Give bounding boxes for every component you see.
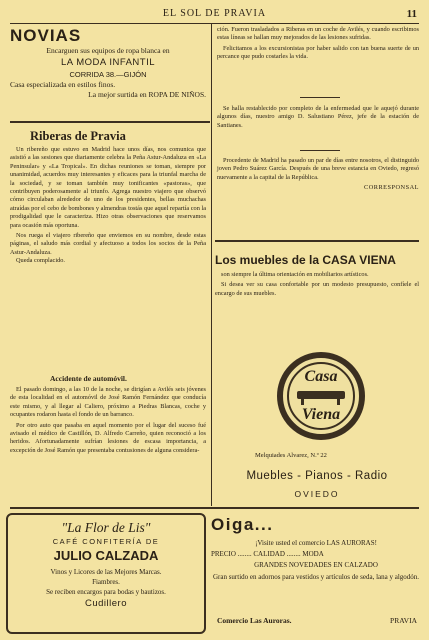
oiga-line1: ¡Visite usted el comercio LAS AURORAS!	[255, 539, 377, 547]
right-column-news	[217, 26, 419, 62]
masthead: EL SOL DE PRAVIA	[162, 8, 267, 19]
right-p2: Felicitamos a los excursionistas por haber salido con tan buena suerte de un percance que pudo costarles la vida.	[217, 44, 419, 61]
accidente-title: Accidente de automóvil.	[50, 374, 127, 383]
oiga-line4: Gran surtido en adornos para vestidos y artículos de seda, lana y algodón.	[212, 573, 420, 581]
piano-leg-icon	[337, 399, 340, 405]
right-column-news-3	[217, 157, 419, 193]
column-divider	[211, 24, 212, 506]
header-rule	[10, 23, 419, 24]
logo-casa-text: Casa	[304, 368, 338, 385]
viena-top-rule	[215, 240, 419, 242]
oiga-title: Oiga...	[211, 515, 274, 534]
novias-line1: Encarguen sus equipos de ropa blanca en	[46, 46, 170, 55]
accidente-p1: El pasado domingo, a las 10 de la noche, se dirigían a Avilés seis jóvenes de esta localidad en el automóvil de José Ramón Fernández que conducía este mismo, y al llegar al Caliero, próximo a Piedras Blancas, coche y ocupantes rodaron hasta el fondo de un barranco.	[10, 386, 206, 419]
riberas-p1: Un ribereño que estuvo en Madrid hace unos días, nos comunica que asistió a las sesiones que diariamente celebra la Peña Astur-Andaluza en «La Peninsular» y «La Tropical». En dichas reuniones se toman, siempre por unanimidad, acuerdos muy interesantes y eficaces para la triunfal marcha de la sociedad, y se toman también muy tonificantes «pastoras», que contribuyen poderosamente al triunfo. Agrega nuestro viajero que observó cómo circulaban alrededor de uno de los presidentes, bellas muchachas atraídas por el cebo de bombones y almendras tostás que aquel repartía con la prodigalidad que le caracteriza. Hizo otras observaciones que reservamos para ocasión más oportuna.	[10, 146, 206, 229]
novias-line4: Casa especializada en estilos finos.	[10, 80, 116, 89]
oiga-line2: PRECIO ........ CALIDAD ........ MODA	[211, 550, 324, 558]
casa-viena-ad	[215, 252, 419, 298]
flor-owner: JULIO CALZADA	[53, 548, 159, 563]
riberas-article	[10, 128, 206, 266]
viena-city: OVIEDO	[294, 489, 340, 499]
piano-icon	[297, 391, 345, 399]
oiga-footer	[211, 616, 421, 625]
flor-title: "La Flor de Lis"	[61, 520, 151, 535]
logo-viena-text: Viena	[301, 406, 341, 423]
short-rule-2	[300, 150, 340, 151]
casa-viena-logo	[277, 352, 365, 440]
right-column-news-2	[217, 105, 419, 130]
flor-line2: Fiambres.	[92, 578, 120, 586]
oiga-footer-left: Comercio Las Auroras.	[217, 616, 292, 625]
piano-leg-icon	[301, 399, 304, 405]
viena-title: Los muebles de la CASA VIENA	[215, 253, 396, 267]
riberas-title: Riberas de Pravia	[30, 129, 126, 143]
bottom-section-rule	[10, 507, 419, 509]
right-p1: ción. Fueron trasladados a Riberas en un coche de Avilés, y cuando escribimos estas líneas se hallan muy mejorados de las lesiones sufridas.	[217, 26, 419, 42]
viena-address: Melquiades Alvarez, N.º 22	[255, 452, 327, 459]
oiga-line3: GRANDES NOVEDADES EN CALZADO	[254, 561, 378, 569]
novias-line5: La mejor surtida en ROPA DE NIÑOS.	[88, 90, 206, 99]
short-rule-1	[300, 97, 340, 98]
flor-line1: Vinos y Licores de las Mejores Marcas.	[50, 568, 162, 576]
novias-store: LA MODA INFANTIL	[60, 57, 156, 68]
viena-products: Muebles - Pianos - Radio	[246, 470, 388, 482]
correspondent-signature: CORRESPONSAL	[364, 184, 419, 192]
riberas-p3: Queda complacido.	[16, 257, 65, 265]
riberas-p2: Nos ruega el viajero ribereño que enviemos en su nombre, desde estas páginas, el saludo más cordial y afectuoso a todos los socios de la Peña Astur-Andaluza.	[10, 232, 206, 256]
accidente-article	[10, 374, 206, 455]
flor-line3: Se reciben encargos para bodas y bautizos.	[46, 588, 166, 596]
novias-address: CORRIDA 38.—GIJÓN	[69, 70, 147, 79]
viena-p2: Si desea ver su casa confortable por un modesto presupuesto, confíele el encargo de sus muebles.	[215, 281, 419, 297]
right-p3: Se halla restablecido por completo de la enfermedad que le aquejó durante algunos días, nuestro amigo D. Salustiano Pérez, jefe de la estación de Santianes.	[217, 105, 419, 129]
page-number: 11	[406, 8, 417, 20]
novias-ad	[10, 26, 206, 118]
oiga-ad	[211, 514, 421, 632]
flor-town: Cudillero	[85, 598, 127, 609]
novias-title: NOVIAS	[10, 26, 82, 45]
novias-rule	[10, 121, 210, 123]
accidente-p2: Por otro auto que pasaba en aquel momento por el lugar del suceso fué avisado el médico de Castillón, D. Alfredo Carreño, quien reconoció a los heridos. Afortunadamente sufrían lesiones de escasa importancia, a excepción de José Ramón que presentaba contusiones de alguna considera-	[10, 421, 206, 454]
viena-p1: son siempre la última orientación en mobiliarios artísticos.	[221, 271, 369, 278]
right-p4: Procedente de Madrid ha pasado un par de días entre nosotros, el distinguido joven Pedro Suárez García. Después de una breve estancia en Oviedo, regresó nuevamente a la capital de la República.	[217, 157, 419, 181]
flor-subtitle: CAFÉ CONFITERÍA DE	[52, 537, 160, 546]
flor-de-lis-ad	[6, 513, 206, 634]
oiga-footer-right: PRAVIA	[390, 616, 417, 625]
